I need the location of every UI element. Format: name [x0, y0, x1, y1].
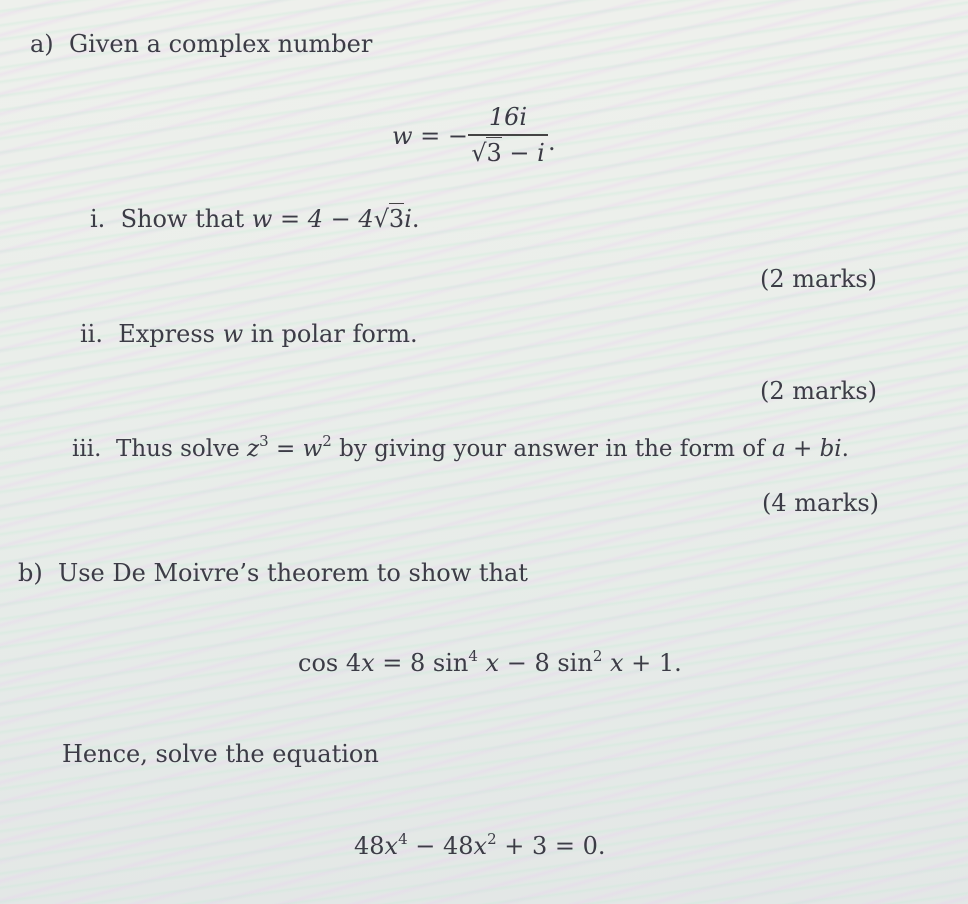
item-i-end: . [411, 205, 420, 233]
identity-x1: x [361, 649, 375, 677]
item-iii-end: . [841, 436, 849, 462]
identity-exp1: 4 [468, 647, 478, 665]
denominator-rest: − i [501, 139, 545, 167]
item-i-text: Show that [120, 205, 252, 233]
item-ii-marks: (2 marks) [760, 377, 878, 405]
item-iii-text-after: by giving your answer in the form of [331, 436, 772, 462]
part-b-heading [18, 559, 528, 587]
item-ii [80, 320, 418, 348]
identity-cos: cos 4 [298, 649, 362, 677]
item-i-marks: (2 marks) [760, 265, 878, 293]
item-i [90, 205, 420, 233]
w-equation-lhs: w = − [392, 122, 469, 150]
polynomial-equation [354, 830, 606, 860]
radicand: 3 [486, 139, 502, 167]
item-ii-number: ii. [80, 320, 103, 348]
item-i-math: w = 4 − 4 [251, 205, 374, 233]
fraction-bar [468, 134, 548, 136]
item-iii-number: iii. [72, 436, 102, 462]
item-iii-w: w [302, 436, 323, 462]
part-a-heading [30, 30, 372, 58]
identity-x2: x [477, 649, 500, 677]
identity-eq: = 8 sin [374, 649, 469, 677]
w-fraction-numerator: 16i [488, 103, 528, 131]
w-fraction [468, 102, 548, 168]
item-ii-math: w [222, 320, 244, 348]
hence-text: Hence, solve the equation [62, 740, 379, 768]
item-ii-text: Express [118, 320, 223, 348]
item-i-radical: √ [373, 205, 389, 233]
item-iii-form: a + bi [771, 436, 842, 462]
poly-exp1: 4 [398, 830, 408, 848]
poly-b: − 48 [407, 832, 474, 860]
item-ii-text-after: in polar form. [243, 320, 418, 348]
item-iii-marks: (4 marks) [762, 489, 880, 517]
identity-tail: + 1. [623, 649, 682, 677]
poly-x2: x [473, 832, 488, 860]
part-a-label: a) [30, 30, 54, 58]
part-a-intro: Given a complex number [68, 30, 373, 58]
poly-tail: + 3 = 0. [496, 832, 606, 860]
identity-x3: x [602, 649, 624, 677]
trig-identity [298, 647, 682, 677]
item-iii-z-exponent: 3 [259, 432, 269, 450]
identity-mid: − 8 sin [499, 649, 593, 677]
poly-exp2: 2 [487, 830, 497, 848]
radical-sign: √ [471, 139, 487, 167]
item-iii-z: z [247, 436, 260, 462]
item-iii-w-exponent: 2 [322, 432, 332, 450]
item-i-radicand: 3 [388, 205, 405, 233]
item-iii-text: Thus solve [116, 436, 248, 462]
part-b-intro: Use De Moivre’s theorem to show that [58, 559, 528, 587]
item-iii [72, 432, 849, 462]
poly-x1: x [384, 832, 399, 860]
item-i-number: i. [90, 205, 106, 233]
w-fraction-denominator [468, 138, 548, 168]
identity-exp2: 2 [592, 647, 603, 665]
w-equation-end: . [548, 128, 556, 156]
part-b-label: b) [18, 559, 43, 587]
item-i-math-after: i [404, 205, 412, 233]
item-iii-equals: = [268, 436, 303, 462]
poly-a: 48 [354, 832, 385, 860]
